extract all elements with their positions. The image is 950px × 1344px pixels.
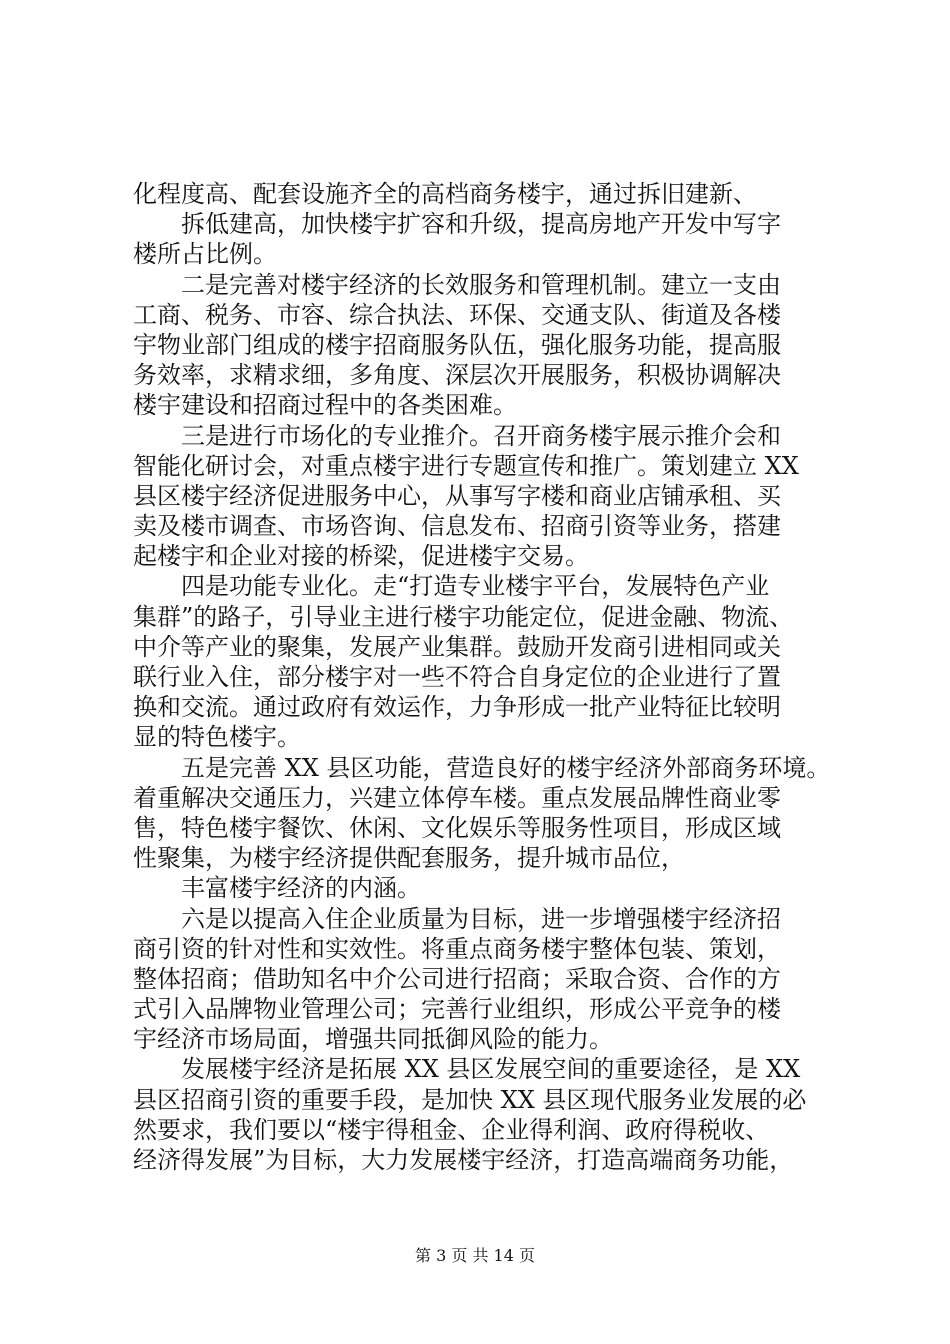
text-line: 然要求，我们要以“楼宇得租金、企业得利润、政府得税收、 bbox=[133, 1115, 770, 1144]
text-line: 整体招商；借助知名中介公司进行招商；采取合资、合作的方 bbox=[133, 964, 781, 993]
text-line: 经济得发展”为目标，大力发展楼宇经济，打造高端商务功能， bbox=[133, 1146, 794, 1174]
text-line: 起楼宇和企业对接的桥梁，促进楼宇交易。 bbox=[133, 542, 589, 571]
text-line: 联行业入住，部分楼宇对一些不符合自身定位的企业进行了置 bbox=[133, 663, 781, 691]
text-line: 务效率，求精求细，多角度、深层次开展服务，积极协调解决 bbox=[133, 361, 781, 390]
text-line: 县区楼宇经济促进服务中心，从事写字楼和商业店铺承租、买 bbox=[133, 481, 781, 510]
text-line: 商引资的针对性和实效性。将重点商务楼宇整体包装、策划， bbox=[133, 934, 781, 963]
text-line: 楼所占比例。 bbox=[133, 240, 277, 269]
document-body bbox=[133, 179, 833, 1175]
text-line: 丰富楼宇经济的内涵。 bbox=[181, 874, 421, 903]
page-footer: 第 3 页 共 14 页 bbox=[415, 1246, 535, 1265]
text-line: 售，特色楼宇餐饮、休闲、文化娱乐等服务性项目，形成区域 bbox=[133, 813, 781, 842]
text-line: 宇经济市场局面，增强共同抵御风险的能力。 bbox=[133, 1025, 613, 1054]
text-line: 工商、税务、市容、综合执法、环保、交通支队、街道及各楼 bbox=[133, 300, 781, 329]
text-line: 着重解决交通压力，兴建立体停车楼。重点发展品牌性商业零 bbox=[133, 783, 781, 812]
text-line: 二是完善对楼宇经济的长效服务和管理机制。建立一支由 bbox=[181, 270, 781, 299]
text-line: 拆低建高，加快楼宇扩容和升级，提高房地产开发中写字 bbox=[181, 210, 781, 239]
text-line: 宇物业部门组成的楼宇招商服务队伍，强化服务功能，提高服 bbox=[133, 330, 781, 359]
text-line: 县区招商引资的重要手段，是加快 XX 县区现代服务业发展的必 bbox=[133, 1085, 807, 1114]
text-line: 式引入品牌物业管理公司；完善行业组织，形成公平竞争的楼 bbox=[133, 995, 781, 1024]
text-line: 智能化研讨会，对重点楼宇进行专题宣传和推广。策划建立 XX bbox=[133, 451, 799, 480]
text-line: 卖及楼市调查、市场咨询、信息发布、招商引资等业务，搭建 bbox=[133, 512, 781, 541]
text-line: 集群”的路子，引导业主进行楼宇功能定位，促进金融、物流、 bbox=[133, 602, 794, 631]
text-line: 化程度高、配套设施齐全的高档商务楼宇，通过拆旧建新、 bbox=[133, 180, 757, 208]
text-line: 五是完善 XX 县区功能，营造良好的楼宇经济外部商务环境。 bbox=[181, 753, 831, 782]
text-line: 楼宇建设和招商过程中的各类困难。 bbox=[133, 391, 517, 420]
text-line: 显的特色楼宇。 bbox=[133, 723, 301, 752]
text-line: 中介等产业的聚集，发展产业集群。鼓励开发商引进相同或关 bbox=[133, 632, 781, 661]
text-line: 六是以提高入住企业质量为目标，进一步增强楼宇经济招 bbox=[181, 904, 781, 933]
text-line: 四是功能专业化。走“打造专业楼宇平台，发展特色产业 bbox=[181, 572, 770, 601]
text-line: 性聚集，为楼宇经济提供配套服务，提升城市品位， bbox=[133, 844, 685, 873]
text-line: 三是进行市场化的专业推介。召开商务楼宇展示推介会和 bbox=[181, 421, 781, 450]
text-line: 换和交流。通过政府有效运作，力争形成一批产业特征比较明 bbox=[133, 693, 781, 722]
text-line: 发展楼宇经济是拓展 XX 县区发展空间的重要途径，是 XX bbox=[181, 1055, 801, 1084]
